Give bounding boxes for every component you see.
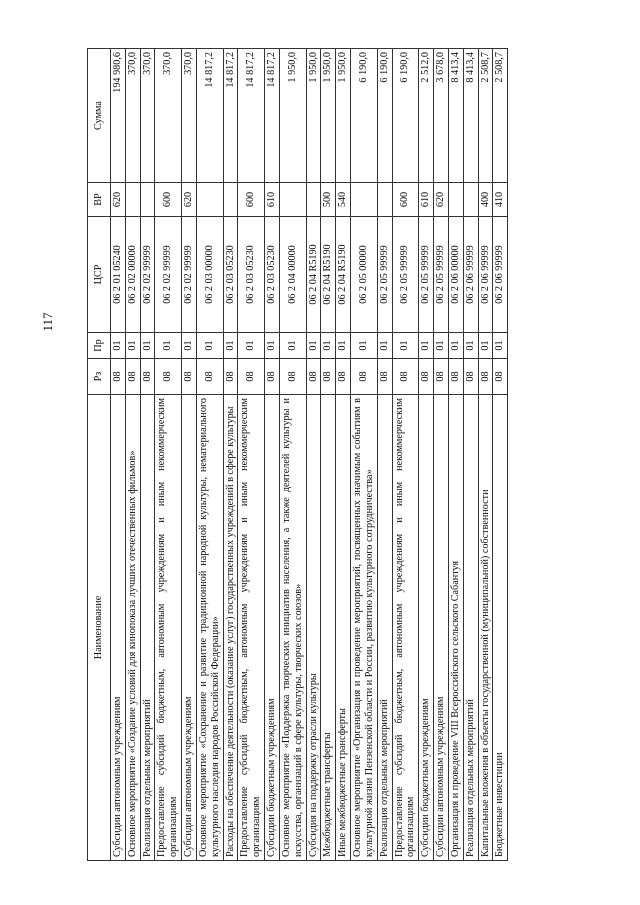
cell-rz: 08 bbox=[182, 359, 197, 395]
cell-vr: 600 bbox=[392, 183, 419, 217]
table-row bbox=[182, 49, 197, 861]
table-row bbox=[463, 49, 478, 861]
cell-sum: 8 413,4 bbox=[463, 49, 478, 183]
cell-name: Предоставление субсидий бюджетным, автономным учреждениям и иным некоммерческим организациям bbox=[392, 395, 419, 861]
cell-sum: 194 980,6 bbox=[111, 49, 126, 183]
cell-name: Расходы на обеспечение деятельности (оказание услуг) государственных учреждений в сфере культуры bbox=[223, 395, 238, 861]
table-row bbox=[434, 49, 449, 861]
table-row bbox=[155, 49, 182, 861]
cell-rz: 08 bbox=[419, 359, 434, 395]
cell-vr bbox=[279, 183, 306, 217]
cell-sum: 2 508,7 bbox=[493, 49, 508, 183]
table-header-row bbox=[88, 49, 111, 861]
cell-vr bbox=[306, 183, 321, 217]
cell-name: Субсидии бюджетным учреждениям bbox=[419, 395, 434, 861]
header-sum: Сумма bbox=[88, 49, 111, 183]
cell-sum: 2 512,0 bbox=[419, 49, 434, 183]
cell-csr: 06 2 04 R5190 bbox=[336, 217, 351, 333]
header-vr: ВР bbox=[88, 183, 111, 217]
cell-vr bbox=[125, 183, 140, 217]
cell-name: Межбюджетные трансферты bbox=[321, 395, 336, 861]
cell-rz: 08 bbox=[140, 359, 155, 395]
cell-csr: 06 2 06 99999 bbox=[463, 217, 478, 333]
table-row bbox=[265, 49, 280, 861]
cell-name: Основное мероприятие «Сохранение и развитие традиционной народной культуры, нематериального культурного наследия народов Российской Федерации» bbox=[196, 395, 223, 861]
cell-vr: 540 bbox=[336, 183, 351, 217]
cell-pr: 01 bbox=[377, 333, 392, 359]
budget-table bbox=[87, 48, 508, 861]
cell-pr: 01 bbox=[223, 333, 238, 359]
cell-csr: 06 2 04 R5190 bbox=[306, 217, 321, 333]
cell-vr: 500 bbox=[321, 183, 336, 217]
cell-rz: 08 bbox=[434, 359, 449, 395]
cell-name: Реализация отдельных мероприятий bbox=[140, 395, 155, 861]
cell-sum: 370,0 bbox=[155, 49, 182, 183]
cell-rz: 08 bbox=[392, 359, 419, 395]
page-number: 117 bbox=[40, 312, 55, 332]
cell-sum: 1 950,0 bbox=[306, 49, 321, 183]
cell-sum: 14 817,2 bbox=[196, 49, 223, 183]
cell-rz: 08 bbox=[265, 359, 280, 395]
table-row bbox=[448, 49, 463, 861]
cell-sum: 370,0 bbox=[182, 49, 197, 183]
cell-csr: 06 2 04 00000 bbox=[279, 217, 306, 333]
cell-vr bbox=[377, 183, 392, 217]
cell-sum: 370,0 bbox=[125, 49, 140, 183]
cell-rz: 08 bbox=[336, 359, 351, 395]
cell-csr: 06 2 02 99999 bbox=[155, 217, 182, 333]
cell-pr: 01 bbox=[434, 333, 449, 359]
cell-name: Иные межбюджетные трансферты bbox=[336, 395, 351, 861]
table-body bbox=[111, 49, 508, 861]
table-row bbox=[419, 49, 434, 861]
cell-csr: 06 2 02 99999 bbox=[140, 217, 155, 333]
cell-vr bbox=[196, 183, 223, 217]
cell-rz: 08 bbox=[448, 359, 463, 395]
cell-pr: 01 bbox=[336, 333, 351, 359]
cell-pr: 01 bbox=[265, 333, 280, 359]
cell-rz: 08 bbox=[238, 359, 265, 395]
cell-csr: 06 2 01 05240 bbox=[111, 217, 126, 333]
cell-name: Субсидии автономным учреждениям bbox=[182, 395, 197, 861]
cell-pr: 01 bbox=[493, 333, 508, 359]
cell-csr: 06 2 04 R5190 bbox=[321, 217, 336, 333]
cell-csr: 06 2 05 99999 bbox=[434, 217, 449, 333]
cell-sum: 2 508,7 bbox=[478, 49, 493, 183]
rotated-table-container bbox=[87, 49, 587, 861]
cell-vr bbox=[223, 183, 238, 217]
cell-rz: 08 bbox=[463, 359, 478, 395]
table-row bbox=[351, 49, 378, 861]
cell-csr: 06 2 03 05230 bbox=[223, 217, 238, 333]
cell-rz: 08 bbox=[196, 359, 223, 395]
cell-rz: 08 bbox=[321, 359, 336, 395]
cell-sum: 6 190,0 bbox=[351, 49, 378, 183]
cell-name: Предоставление субсидий бюджетным, автономным учреждениям и иным некоммерческим организациям bbox=[155, 395, 182, 861]
cell-csr: 06 2 05 99999 bbox=[419, 217, 434, 333]
cell-pr: 01 bbox=[306, 333, 321, 359]
cell-sum: 6 190,0 bbox=[377, 49, 392, 183]
cell-csr: 06 2 03 00000 bbox=[196, 217, 223, 333]
table-row bbox=[377, 49, 392, 861]
cell-sum: 14 817,2 bbox=[238, 49, 265, 183]
cell-rz: 08 bbox=[223, 359, 238, 395]
cell-name: Предоставление субсидий бюджетным, автономным учреждениям и иным некоммерческим организациям bbox=[238, 395, 265, 861]
cell-csr: 06 2 05 99999 bbox=[377, 217, 392, 333]
cell-vr: 610 bbox=[419, 183, 434, 217]
cell-vr: 620 bbox=[434, 183, 449, 217]
cell-csr: 06 2 06 00000 bbox=[448, 217, 463, 333]
cell-name: Субсидии бюджетным учреждениям bbox=[265, 395, 280, 861]
table-row bbox=[223, 49, 238, 861]
table-row bbox=[336, 49, 351, 861]
cell-name: Основное мероприятие «Поддержка творческих инициатив населения, а также деятелей культуры и искусства, организаций в сфере культуры, творческих союзов» bbox=[279, 395, 306, 861]
cell-csr: 06 2 02 99999 bbox=[182, 217, 197, 333]
cell-name: Реализация отдельных мероприятий bbox=[463, 395, 478, 861]
cell-name: Основное мероприятие «Организация и проведение мероприятий, посвященных значимым событиям в культурной жизни Пензенской области и России, развитию культурного сотрудничества» bbox=[351, 395, 378, 861]
cell-rz: 08 bbox=[125, 359, 140, 395]
cell-sum: 1 950,0 bbox=[279, 49, 306, 183]
cell-vr: 600 bbox=[155, 183, 182, 217]
table-row bbox=[493, 49, 508, 861]
table-row bbox=[321, 49, 336, 861]
cell-name: Бюджетные инвестиции bbox=[493, 395, 508, 861]
table-row bbox=[196, 49, 223, 861]
cell-csr: 06 2 03 05230 bbox=[238, 217, 265, 333]
cell-vr: 620 bbox=[111, 183, 126, 217]
cell-csr: 06 2 05 00000 bbox=[351, 217, 378, 333]
cell-vr: 410 bbox=[493, 183, 508, 217]
cell-vr: 400 bbox=[478, 183, 493, 217]
table-row bbox=[238, 49, 265, 861]
cell-sum: 8 413,4 bbox=[448, 49, 463, 183]
cell-pr: 01 bbox=[155, 333, 182, 359]
cell-vr bbox=[351, 183, 378, 217]
cell-name: Основное мероприятие «Создание условий для кинопоказа лучших отечественных фильмов» bbox=[125, 395, 140, 861]
cell-pr: 01 bbox=[125, 333, 140, 359]
cell-rz: 08 bbox=[351, 359, 378, 395]
cell-pr: 01 bbox=[182, 333, 197, 359]
cell-pr: 01 bbox=[140, 333, 155, 359]
cell-vr bbox=[448, 183, 463, 217]
cell-rz: 08 bbox=[279, 359, 306, 395]
cell-name: Субсидии автономным учреждениям bbox=[111, 395, 126, 861]
cell-rz: 08 bbox=[493, 359, 508, 395]
cell-pr: 01 bbox=[279, 333, 306, 359]
cell-name: Организация и проведение VIII Всероссийского сельского Сабантуя bbox=[448, 395, 463, 861]
cell-pr: 01 bbox=[392, 333, 419, 359]
cell-name: Капитальные вложения в объекты государственной (муниципальной) собственности bbox=[478, 395, 493, 861]
table-row bbox=[279, 49, 306, 861]
cell-sum: 3 678,0 bbox=[434, 49, 449, 183]
cell-vr bbox=[140, 183, 155, 217]
table-row bbox=[478, 49, 493, 861]
cell-csr: 06 2 02 00000 bbox=[125, 217, 140, 333]
header-pr: Пр bbox=[88, 333, 111, 359]
cell-rz: 08 bbox=[111, 359, 126, 395]
cell-pr: 01 bbox=[111, 333, 126, 359]
cell-rz: 08 bbox=[306, 359, 321, 395]
cell-rz: 08 bbox=[155, 359, 182, 395]
cell-pr: 01 bbox=[351, 333, 378, 359]
budget-table-wrapper bbox=[87, 49, 587, 861]
cell-csr: 06 2 05 99999 bbox=[392, 217, 419, 333]
cell-pr: 01 bbox=[478, 333, 493, 359]
cell-vr: 620 bbox=[182, 183, 197, 217]
cell-name: Реализация отдельных мероприятий bbox=[377, 395, 392, 861]
cell-pr: 01 bbox=[321, 333, 336, 359]
cell-name: Субсидия на поддержку отрасли культуры bbox=[306, 395, 321, 861]
cell-pr: 01 bbox=[196, 333, 223, 359]
cell-pr: 01 bbox=[448, 333, 463, 359]
header-name: Наименование bbox=[88, 395, 111, 861]
cell-csr: 06 2 06 99999 bbox=[493, 217, 508, 333]
cell-name: Субсидии автономным учреждениям bbox=[434, 395, 449, 861]
table-row bbox=[140, 49, 155, 861]
cell-sum: 14 817,2 bbox=[265, 49, 280, 183]
cell-csr: 06 2 06 99999 bbox=[478, 217, 493, 333]
cell-sum: 1 950,0 bbox=[321, 49, 336, 183]
cell-csr: 06 2 03 05230 bbox=[265, 217, 280, 333]
cell-rz: 08 bbox=[478, 359, 493, 395]
cell-sum: 370,0 bbox=[140, 49, 155, 183]
cell-vr: 610 bbox=[265, 183, 280, 217]
header-rz: Рз bbox=[88, 359, 111, 395]
table-row bbox=[111, 49, 126, 861]
cell-sum: 14 817,2 bbox=[223, 49, 238, 183]
cell-vr bbox=[463, 183, 478, 217]
cell-vr: 600 bbox=[238, 183, 265, 217]
table-row bbox=[125, 49, 140, 861]
cell-rz: 08 bbox=[377, 359, 392, 395]
table-row bbox=[306, 49, 321, 861]
header-csr: ЦСР bbox=[88, 217, 111, 333]
cell-sum: 1 950,0 bbox=[336, 49, 351, 183]
cell-pr: 01 bbox=[419, 333, 434, 359]
cell-pr: 01 bbox=[463, 333, 478, 359]
cell-pr: 01 bbox=[238, 333, 265, 359]
cell-sum: 6 190,0 bbox=[392, 49, 419, 183]
table-row bbox=[392, 49, 419, 861]
